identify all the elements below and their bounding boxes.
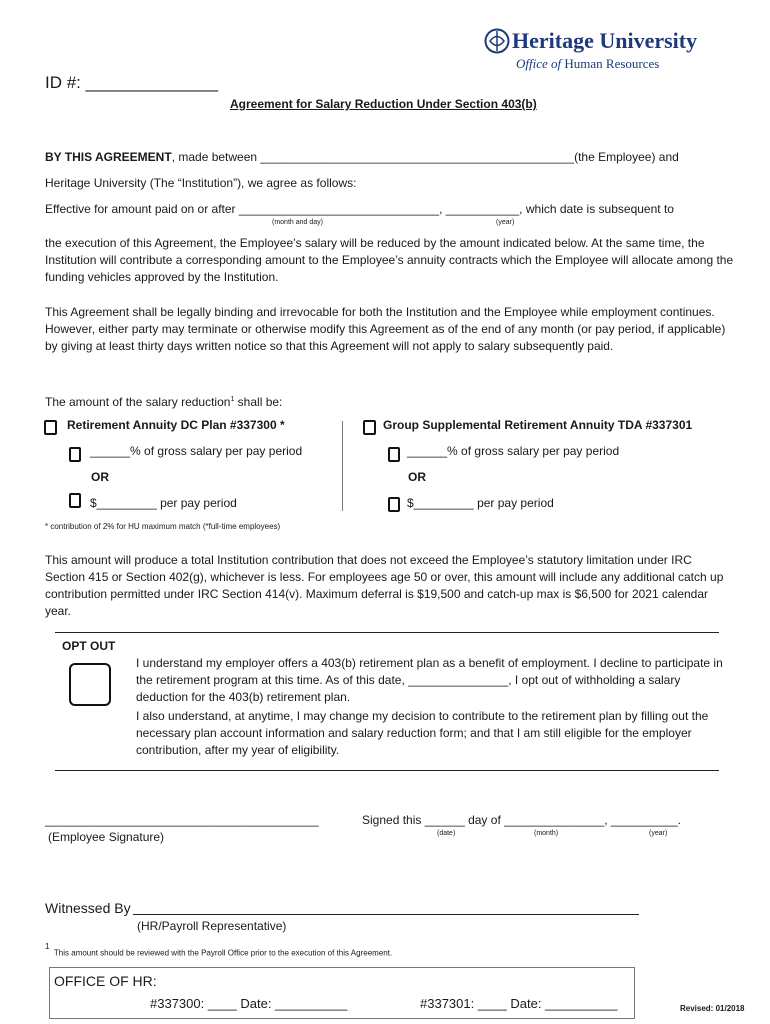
witness-line[interactable] <box>133 914 639 915</box>
right-dollar-field[interactable]: $_________ per pay period <box>407 496 554 510</box>
intro-lead: BY THIS AGREEMENT <box>45 150 172 164</box>
office-name: Human Resources <box>564 56 660 71</box>
office-hr-field-337300[interactable]: #337300: ____ Date: __________ <box>150 996 348 1011</box>
left-percent-checkbox[interactable] <box>69 447 81 462</box>
footnote-marker: 1 <box>45 942 50 951</box>
office-prefix: Office of <box>516 56 562 71</box>
right-percent-checkbox[interactable] <box>388 447 400 462</box>
witness-caption: (HR/Payroll Representative) <box>137 919 287 933</box>
signed-year-caption: (year) <box>649 830 668 837</box>
right-or-label: OR <box>408 470 426 484</box>
logo-text: Heritage University <box>512 28 698 53</box>
year-caption: (year) <box>496 219 515 226</box>
right-dollar-checkbox[interactable] <box>388 497 400 512</box>
opt-out-checkbox[interactable] <box>69 663 111 706</box>
office-hr-box <box>49 967 635 1019</box>
opt-out-text-1: I understand my employer offers a 403(b) retirement plan as a benefit of employment. I decline to participate in the retirement program at this time. As of this date, _______________, I opt out of withholding a salary deduction for the 403(b) retirement plan. <box>136 656 723 704</box>
plan-divider <box>342 421 343 511</box>
footnote-text: This amount should be reviewed with the Payroll Office prior to the execution of this Agreement. <box>53 948 393 958</box>
reduction-heading <box>45 391 282 411</box>
left-plan-title: Retirement Annuity DC Plan #337300 * <box>67 418 285 432</box>
opt-out-bottom-rule <box>55 770 719 771</box>
opt-out-top-rule <box>55 632 719 633</box>
office-subtitle <box>516 56 659 72</box>
left-plan-checkbox[interactable] <box>44 420 57 435</box>
intro-employee-field[interactable]: , made between _______________________________________________(the Employee) and <box>171 150 679 164</box>
paragraph-binding: This Agreement shall be legally binding and irrevocable for both the Institution and the Employee while employment continues. However, either party may terminate or otherwise modify this Agreement as of the end of any month (or pay period, if applicable) by giving at least thirty days written notice so that this Agreement will not apply to salary subsequently paid. <box>45 305 726 353</box>
opt-out-text-2: I also understand, at anytime, I may change my decision to contribute to the retirement plan by filling out the necessary plan account information and salary reduction form; and that I am still eligible for the employer contribution, after my year of eligibility. <box>136 709 709 757</box>
employee-signature-line[interactable]: _________________________________________ <box>45 813 319 827</box>
heritage-crest-icon <box>484 28 510 54</box>
opt-out-label: OPT OUT <box>62 639 116 653</box>
month-day-caption: (month and day) <box>272 219 323 226</box>
left-percent-field[interactable]: ______% of gross salary per pay period <box>90 444 303 458</box>
reduction-post: shall be: <box>234 395 283 409</box>
intro-line-1 <box>45 149 679 166</box>
right-plan-checkbox[interactable] <box>363 420 376 435</box>
match-footnote: * contribution of 2% for HU maximum match (*full-time employees) <box>45 522 281 531</box>
university-logo <box>484 26 734 76</box>
reduction-footnote-marker: 1 <box>230 396 235 403</box>
signed-date-caption: (date) <box>437 830 456 837</box>
page-title: Agreement for Salary Reduction Under Section 403(b) <box>230 97 537 111</box>
page-footnote <box>45 942 392 960</box>
revised-date: Revised: 01/2018 <box>680 1004 745 1013</box>
effective-date-field[interactable]: Effective for amount paid on or after ______________________________, ___________, which date is subsequent to <box>45 202 674 216</box>
id-field[interactable]: ID #: ______________ <box>45 73 218 92</box>
signed-date-field[interactable]: Signed this ______ day of _______________, __________. <box>362 813 681 827</box>
office-hr-title: OFFICE OF HR: <box>54 973 157 989</box>
paragraph-salary-reduction: the execution of this Agreement, the Employee’s salary will be reduced by the amount indicated below. At the same time, the Institution will contribute a corresponding amount to the Employee’s annuity contracts which the Employee will allocate among the funding vehicles approved by the Institution. <box>45 236 734 284</box>
left-or-label: OR <box>91 470 109 484</box>
witness-label: Witnessed By <box>45 900 131 916</box>
right-percent-field[interactable]: ______% of gross salary per pay period <box>407 444 620 458</box>
left-dollar-field[interactable]: $_________ per pay period <box>90 496 237 510</box>
employee-signature-caption: (Employee Signature) <box>48 830 165 844</box>
signed-month-caption: (month) <box>534 830 559 837</box>
intro-line-2: Heritage University (The “Institution”), we agree as follows: <box>45 176 357 190</box>
office-hr-field-337301[interactable]: #337301: ____ Date: __________ <box>420 996 618 1011</box>
limit-paragraph: This amount will produce a total Institution contribution that does not exceed the Employee’s statutory limitation under IRC Section 415 or Section 402(g), whichever is less. For employees age 50 or over, this amount will include any additional catch up contribution permitted under IRC Section 414(v). Maximum deferral is $19,500 and catch-up max is $6,500 for 2021 calendar year. <box>45 553 724 618</box>
right-plan-title: Group Supplemental Retirement Annuity TDA #337301 <box>383 418 693 432</box>
reduction-pre: The amount of the salary reduction <box>45 395 231 409</box>
left-dollar-checkbox[interactable] <box>69 493 81 508</box>
